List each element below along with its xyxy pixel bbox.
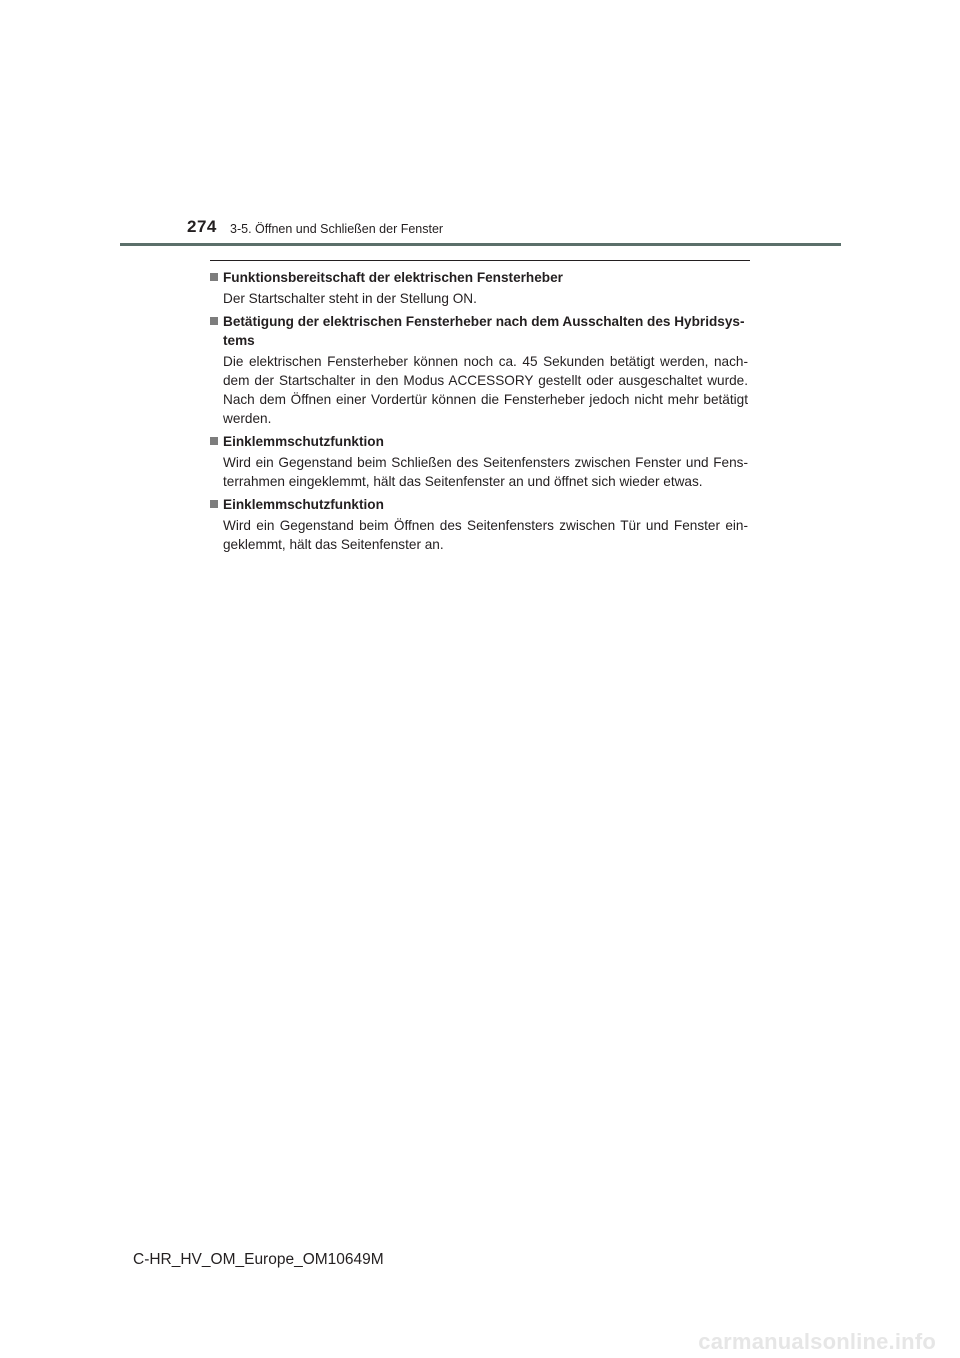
section-heading-text: Einklemmschutzfunktion: [223, 434, 384, 449]
square-bullet-icon: [210, 437, 218, 445]
section-heading-text: Funktionsbereitschaft der elektrischen Fensterheber: [223, 270, 563, 285]
section-heading: [210, 268, 748, 287]
header-divider: [120, 243, 841, 246]
section-body: Wird ein Gegenstand beim Öffnen des Seitenfensters zwischen Tür und Fenster ein-geklemmt, hält das Seitenfenster an.: [223, 518, 748, 552]
square-bullet-icon: [210, 317, 218, 325]
section-heading: [210, 495, 748, 514]
square-bullet-icon: [210, 500, 218, 508]
square-bullet-icon: [210, 273, 218, 281]
watermark: carmanualsonline.info: [698, 1329, 936, 1354]
section-body: Die elektrischen Fensterheber können noch ca. 45 Sekunden betätigt werden, nach-dem der Startschalter in den Modus ACCESSORY gestellt oder ausgeschaltet wurde. Nach dem Öffnen einer Vordertür können die Fensterheber jedoch nicht mehr betätigt werden.: [223, 354, 748, 426]
section-body: Wird ein Gegenstand beim Schließen des Seitenfensters zwischen Fenster und Fens-terrahmen eingeklemmt, hält das Seitenfenster an und öffnet sich wieder etwas.: [223, 455, 748, 489]
section-heading-text: Einklemmschutzfunktion: [223, 497, 384, 512]
section-title: 3-5. Öffnen und Schließen der Fenster: [230, 222, 444, 236]
content-divider: [210, 260, 750, 261]
section-block: [210, 312, 748, 428]
document-id: C-HR_HV_OM_Europe_OM10649M: [133, 1251, 384, 1268]
page-number: 274: [187, 217, 217, 236]
section-body: Der Startschalter steht in der Stellung ON.: [223, 291, 477, 306]
section-heading: [210, 312, 748, 350]
section-block: [210, 432, 748, 491]
section-block: [210, 495, 748, 554]
content: [210, 268, 748, 558]
section-heading: [210, 432, 748, 451]
section-heading-text: Betätigung der elektrischen Fensterheber nach dem Ausschalten des Hybridsys-tems: [223, 314, 745, 348]
section-block: [210, 268, 748, 308]
